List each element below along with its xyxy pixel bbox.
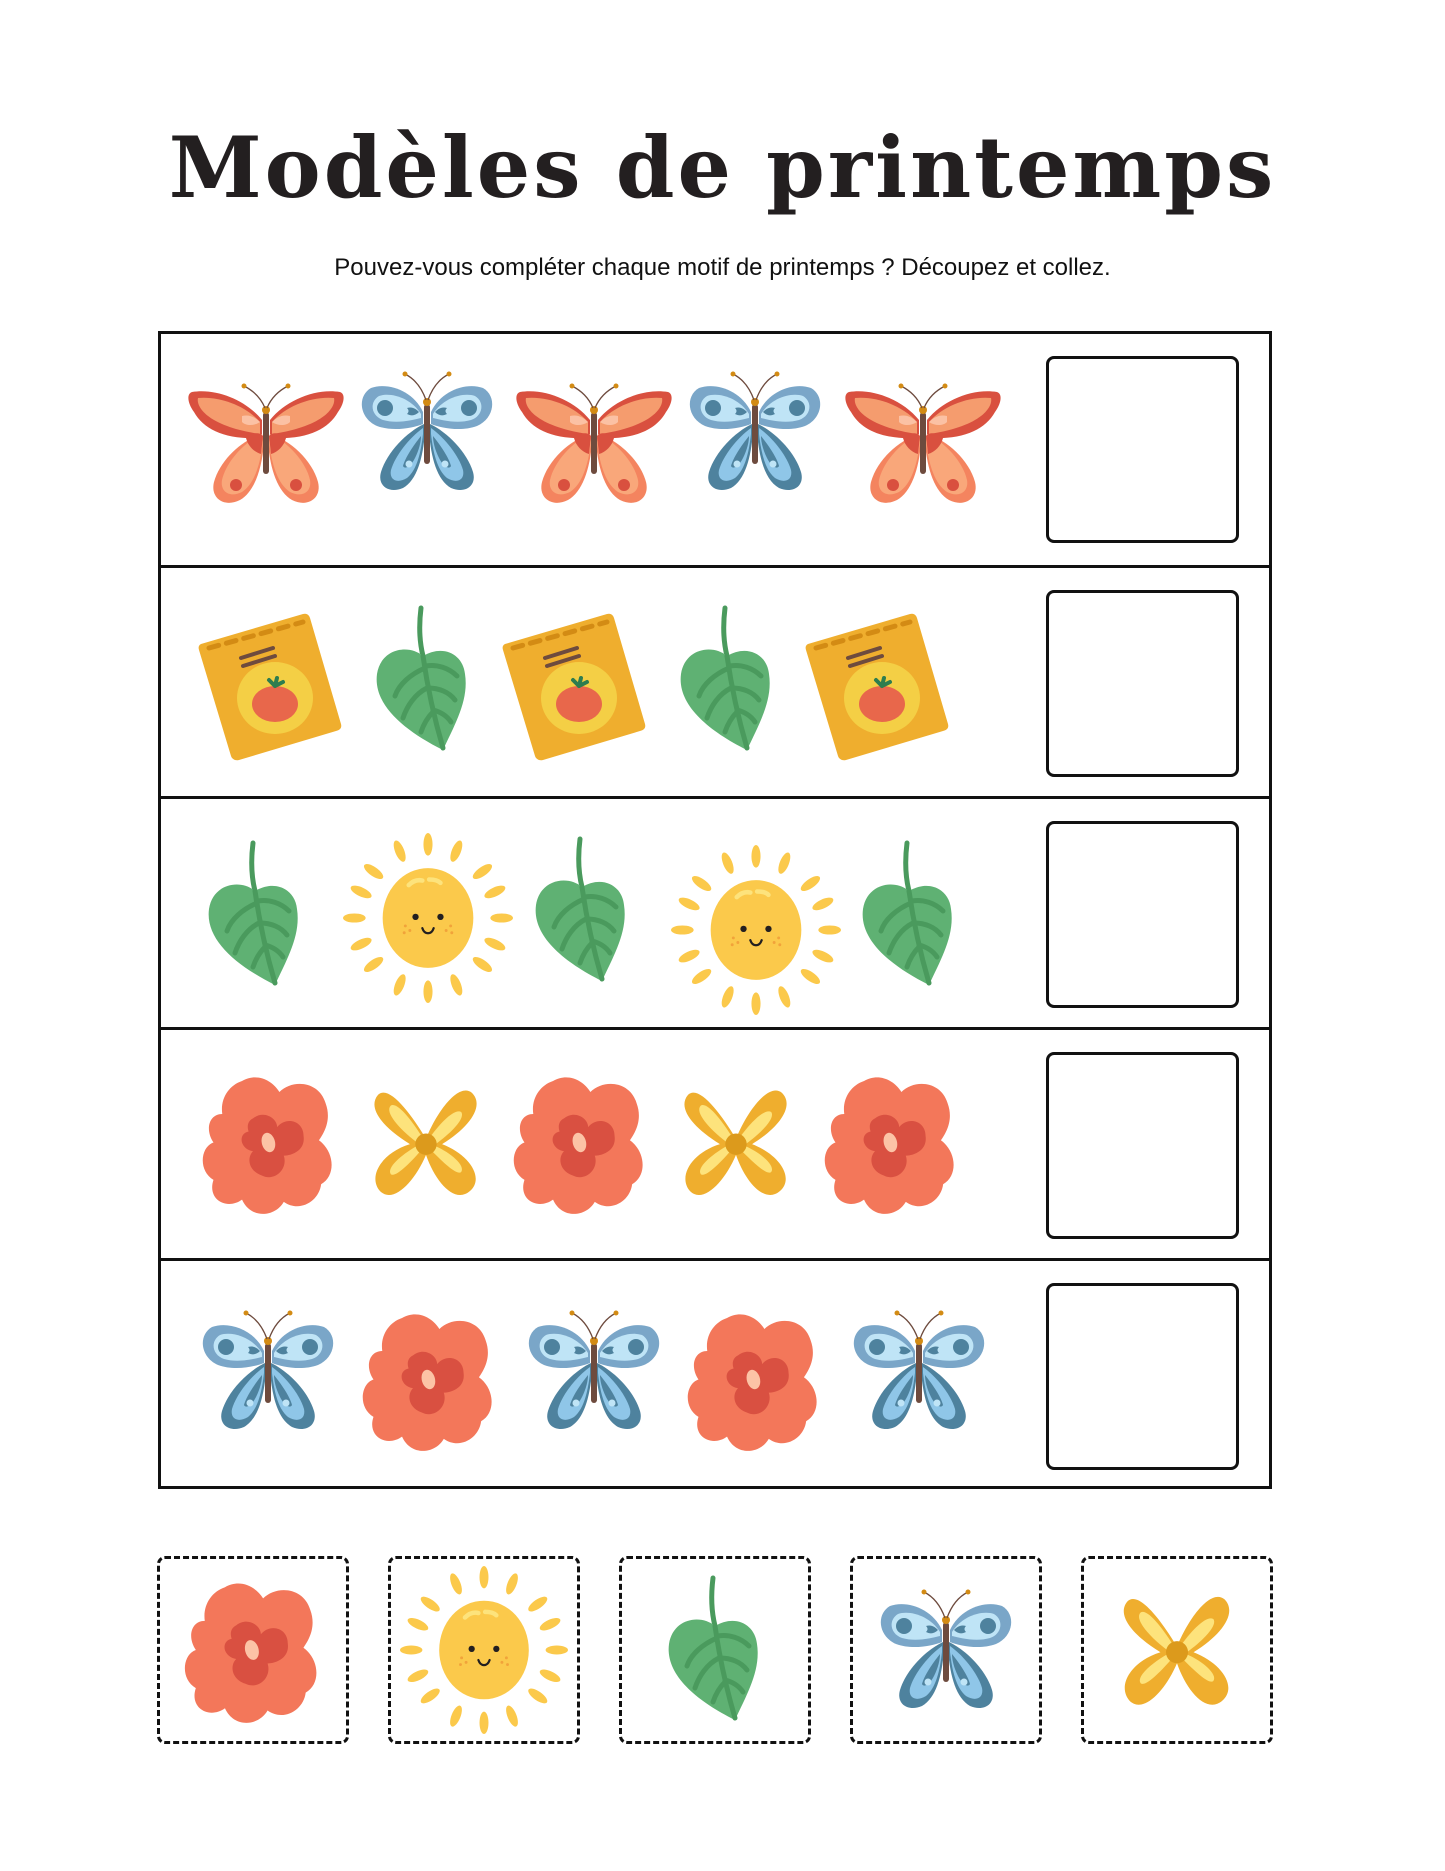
red-flower-icon <box>508 1070 653 1215</box>
answer-box-row-1[interactable] <box>1046 356 1239 543</box>
leaf-icon <box>532 835 632 987</box>
pattern-row-3 <box>161 796 1269 1030</box>
pattern-row-1 <box>161 334 1269 565</box>
red-flower-icon <box>197 1070 342 1215</box>
leaf-icon <box>665 1574 765 1726</box>
cutout-pieces <box>0 1556 1445 1746</box>
seed-packet-icon <box>802 606 952 766</box>
red-flower-icon <box>179 1576 327 1724</box>
yellow-flower-icon <box>677 1080 795 1204</box>
blue-butterfly-icon <box>198 1301 338 1441</box>
answer-box-row-4[interactable] <box>1046 1052 1239 1239</box>
page-title: Modèles de printemps <box>168 118 1277 217</box>
answer-box-row-3[interactable] <box>1046 821 1239 1008</box>
orange-butterfly-icon <box>843 370 1003 515</box>
cutout-piece-yellow-flower[interactable] <box>1081 1556 1273 1744</box>
pattern-row-2 <box>161 565 1269 799</box>
pattern-grid <box>158 331 1272 1489</box>
blue-butterfly-icon <box>685 362 825 502</box>
cutout-piece-blue-butterfly[interactable] <box>850 1556 1042 1744</box>
blue-butterfly-icon <box>849 1301 989 1441</box>
leaf-icon <box>859 839 959 991</box>
blue-butterfly-icon <box>524 1301 664 1441</box>
sun-icon <box>671 845 841 1015</box>
answer-box-row-5[interactable] <box>1046 1283 1239 1470</box>
answer-box-row-2[interactable] <box>1046 590 1239 777</box>
orange-butterfly-icon <box>186 370 346 515</box>
red-flower-icon <box>819 1070 964 1215</box>
orange-butterfly-icon <box>514 370 674 515</box>
yellow-flower-icon <box>1116 1586 1238 1714</box>
red-flower-icon <box>682 1307 827 1452</box>
cutout-piece-sun[interactable] <box>388 1556 580 1744</box>
sun-icon <box>400 1566 568 1734</box>
pattern-row-4 <box>161 1027 1269 1261</box>
red-flower-icon <box>357 1307 502 1452</box>
leaf-icon <box>205 839 305 991</box>
seed-packet-icon <box>195 606 345 766</box>
blue-butterfly-icon <box>357 362 497 502</box>
cutout-piece-leaf[interactable] <box>619 1556 811 1744</box>
sun-icon <box>343 833 513 1003</box>
leaf-icon <box>373 604 473 756</box>
cutout-piece-red-flower[interactable] <box>157 1556 349 1744</box>
leaf-icon <box>677 604 777 756</box>
yellow-flower-icon <box>367 1080 485 1204</box>
seed-packet-icon <box>499 606 649 766</box>
instructions: Pouvez-vous compléter chaque motif de printemps ? Découpez et collez. <box>334 254 1111 281</box>
blue-butterfly-icon <box>876 1580 1016 1720</box>
pattern-row-5 <box>161 1258 1269 1492</box>
